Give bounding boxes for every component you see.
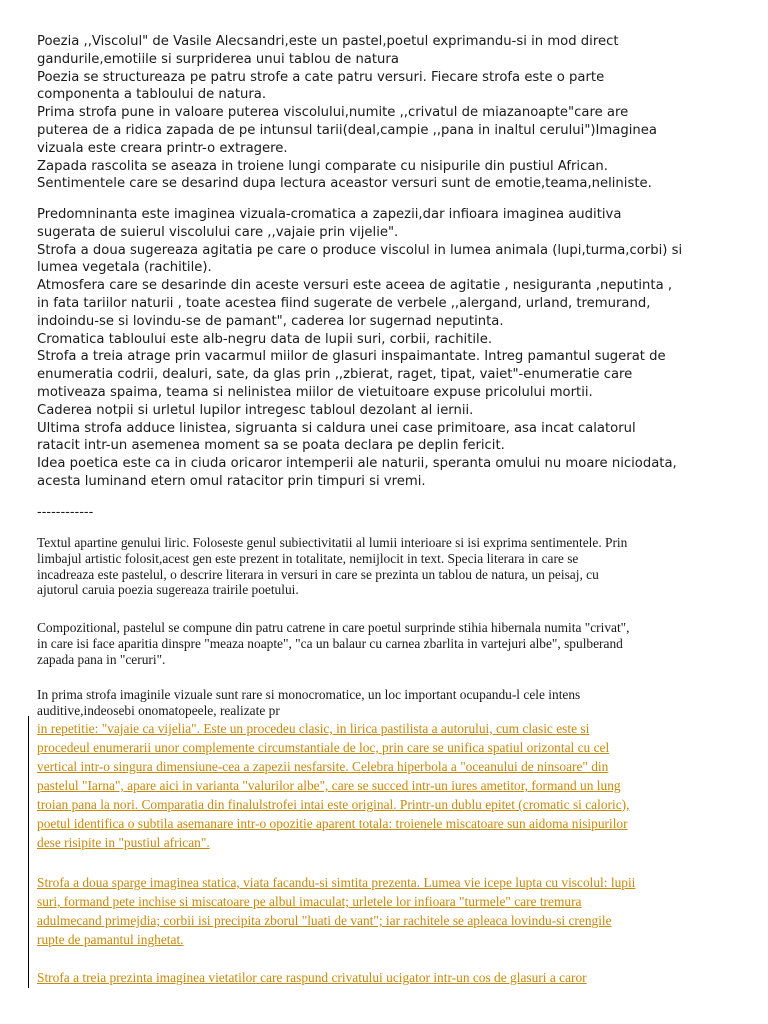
text-line: indoindu-se si lovindu-se de pamant", caderea lor sugernad neputinta. bbox=[37, 313, 504, 329]
text-line: Idea poetica este ca in ciuda oricaror intemperii ale naturii, speranta omului nu moare niciodata, bbox=[37, 456, 677, 472]
text-line: poetul identifica o subtila asemanare intr-o opozitie aparent totala: troienele miscatoare sun aidoma nisipurilor bbox=[37, 816, 628, 831]
text-line: Sentimentele care se desarind dupa lectura aceastor versuri sunt de emotie,teama,neliniste. bbox=[37, 176, 652, 192]
text-line: pastelul "Iarna", apare aici in varianta "valurilor albe", care se succed intr-un iures ametitor, formand un lung bbox=[37, 778, 621, 793]
first-stanza-paragraph bbox=[37, 687, 737, 719]
text-line: Strofa a doua sugereaza agitatia pe care o produce viscolul in lumea animala (lupi,turma,corbi) si bbox=[37, 242, 683, 258]
text-line: gandurile,emotiile si surpriderea unui tablou de natura bbox=[37, 51, 399, 67]
change-bar bbox=[28, 716, 29, 988]
section-separator: ------------ bbox=[37, 505, 94, 520]
tracked-insertion-block[interactable] bbox=[37, 719, 737, 852]
text-line: Poezia se structureaza pe patru strofe a cate patru versuri. Fiecare strofa este o parte bbox=[37, 69, 605, 85]
text-line: auditive,indeosebi onomatopeele, realizate pr bbox=[37, 702, 280, 718]
text-line: Predomninanta este imaginea vizuala-cromatica a zapezii,dar infioara imaginea auditiva bbox=[37, 207, 622, 222]
text-line: in fata tariilor naturii , toate acestea fiind sugerate de verbele ,,alergand, urland, tremurand, bbox=[37, 295, 651, 311]
text-line: In prima strofa imaginile vizuale sunt rare si monocromatice, un loc important ocupandu-l cele intens bbox=[37, 687, 581, 702]
text-line: Strofa a treia prezinta imaginea vietatilor care raspund crivatului ucigator intr-un cos de glasuri a caror bbox=[37, 970, 587, 985]
genre-paragraph bbox=[37, 535, 737, 598]
text-line: Strofa a treia atrage prin vacarmul miilor de glasuri inspaimantate. Intreg pamantul sugerat de bbox=[37, 349, 666, 365]
text-line: Textul apartine genului liric. Foloseste genul subiectivitatii al lumii interioare si isi exprima sentimentele. Prin bbox=[37, 535, 628, 550]
intro-section bbox=[37, 33, 737, 193]
text-line: dese risipite in "pustiul african". bbox=[37, 835, 210, 850]
text-line: rupte de pamantul inghetat. bbox=[37, 932, 184, 947]
text-line: Cromatica tabloului este alb-negru data de lupii suri, corbii, rachitile. bbox=[37, 331, 493, 347]
text-line: lumea vegetala (rachitile). bbox=[37, 260, 212, 276]
text-line: ajutorul caruia poezia sugereaza trairile poetului. bbox=[37, 582, 299, 598]
text-line: procedeul enumerarii unor complemente circumstantiale de loc, prin care se unifica spatiul orizontal cu cel bbox=[37, 740, 610, 755]
text-line: Strofa a doua sparge imaginea statica, viata facandu-si simtita prezenta. Lumea vie icepe lupta cu viscolul: lupii bbox=[37, 875, 636, 890]
text-line: acesta luminand etern omul ratacitor prin timpuri si vremi. bbox=[37, 473, 426, 489]
text-line: in repetitie: "vajaie ca vijelia". Este un procedeu clasic, in lirica pastilista a autorului, cum clasic este si bbox=[37, 721, 590, 736]
text-line: Atmosfera care se desarinde din aceste versuri este aceea de agitatie , nesiguranta ,neputinta , bbox=[37, 278, 673, 294]
text-line: in care isi face aparitia dinspre "meaza noapte", "ca un balaur cu carnea zbarlita in vartejuri albe", spulberand bbox=[37, 635, 623, 651]
text-line: Ultima strofa adduce linistea, sigruanta si caldura unei case primitoare, asa incat calatorul bbox=[37, 420, 636, 436]
text-line: Compozitional, pastelul se compune din patru catrene in care poetul surprinde stihia hibernala numita "crivat", bbox=[37, 620, 630, 635]
text-line: adulmecand primejdia; corbii isi precipita zborul "luati de vant"; iar rachitele se apleaca lovindu-si crengile bbox=[37, 913, 612, 928]
text-line: puterea de a ridica zapada de pe intunsul tarii(deal,campie ,,pana in inaltul cerului")Imaginea bbox=[37, 122, 657, 138]
composition-paragraph bbox=[37, 620, 737, 667]
tracked-insertion-block[interactable] bbox=[37, 968, 737, 987]
text-line: troian pana la nori. Comparatia din finalulstrofei intai este original. Printr-un dublu epitet (cromatic si caloric), bbox=[37, 797, 630, 812]
text-line: ratacit intr-un asemenea moment sa se poata declara pe deplin fericit. bbox=[37, 438, 505, 454]
text-line: limbajul artistic folosit,acest gen este prezent in totalitate, nemijlocit in text. Specia literara in care se bbox=[37, 550, 579, 566]
text-line: incadreaza este pastelul, o descrire literara in versuri in care se prezinta un tablou de natura, un peisaj, cu bbox=[37, 566, 599, 582]
text-line: Poezia ,,Viscolul" de Vasile Alecsandri,este un pastel,poetul exprimandu-si in mod direct bbox=[37, 34, 619, 49]
text-line: suri, formand pete inchise si miscatoare pe albul imaculat; urletele lor infioara "turmele" care tremura bbox=[37, 894, 582, 909]
text-line: zapada pana in "ceruri". bbox=[37, 651, 166, 667]
text-line: Zapada rascolita se aseaza in troiene lungi comparate cu nisipurile din pustiul African. bbox=[37, 158, 608, 174]
text-line: componenta a tabloului de natura. bbox=[37, 87, 267, 103]
text-line: vizuala este creara printr-o extragere. bbox=[37, 140, 288, 156]
text-line: enumeratia codrii, dealuri, sate, da glas prin ,,zbierat, raget, tipat, vaiet"-enumeratie care bbox=[37, 367, 633, 383]
analysis-section bbox=[37, 206, 737, 491]
text-line: motiveaza spaima, teama si nelinistea miilor de vietuitoare expuse pricolului mortii. bbox=[37, 384, 593, 400]
tracked-insertion-block[interactable] bbox=[37, 873, 737, 949]
text-line: Caderea notpii si urletul lupilor intregesc tabloul dezolant al iernii. bbox=[37, 402, 474, 418]
text-line: sugerata de suierul viscolului care ,,vajaie prin vijelie". bbox=[37, 224, 399, 240]
text-line: Prima strofa pune in valoare puterea viscolului,numite ,,crivatul de miazanoapte"care are bbox=[37, 105, 629, 121]
text-line: vertical intr-o singura dimensiune-cea a zapezii nesfarsite. Celebra hiperbola a "oceanului de ninsoare" din bbox=[37, 759, 609, 774]
